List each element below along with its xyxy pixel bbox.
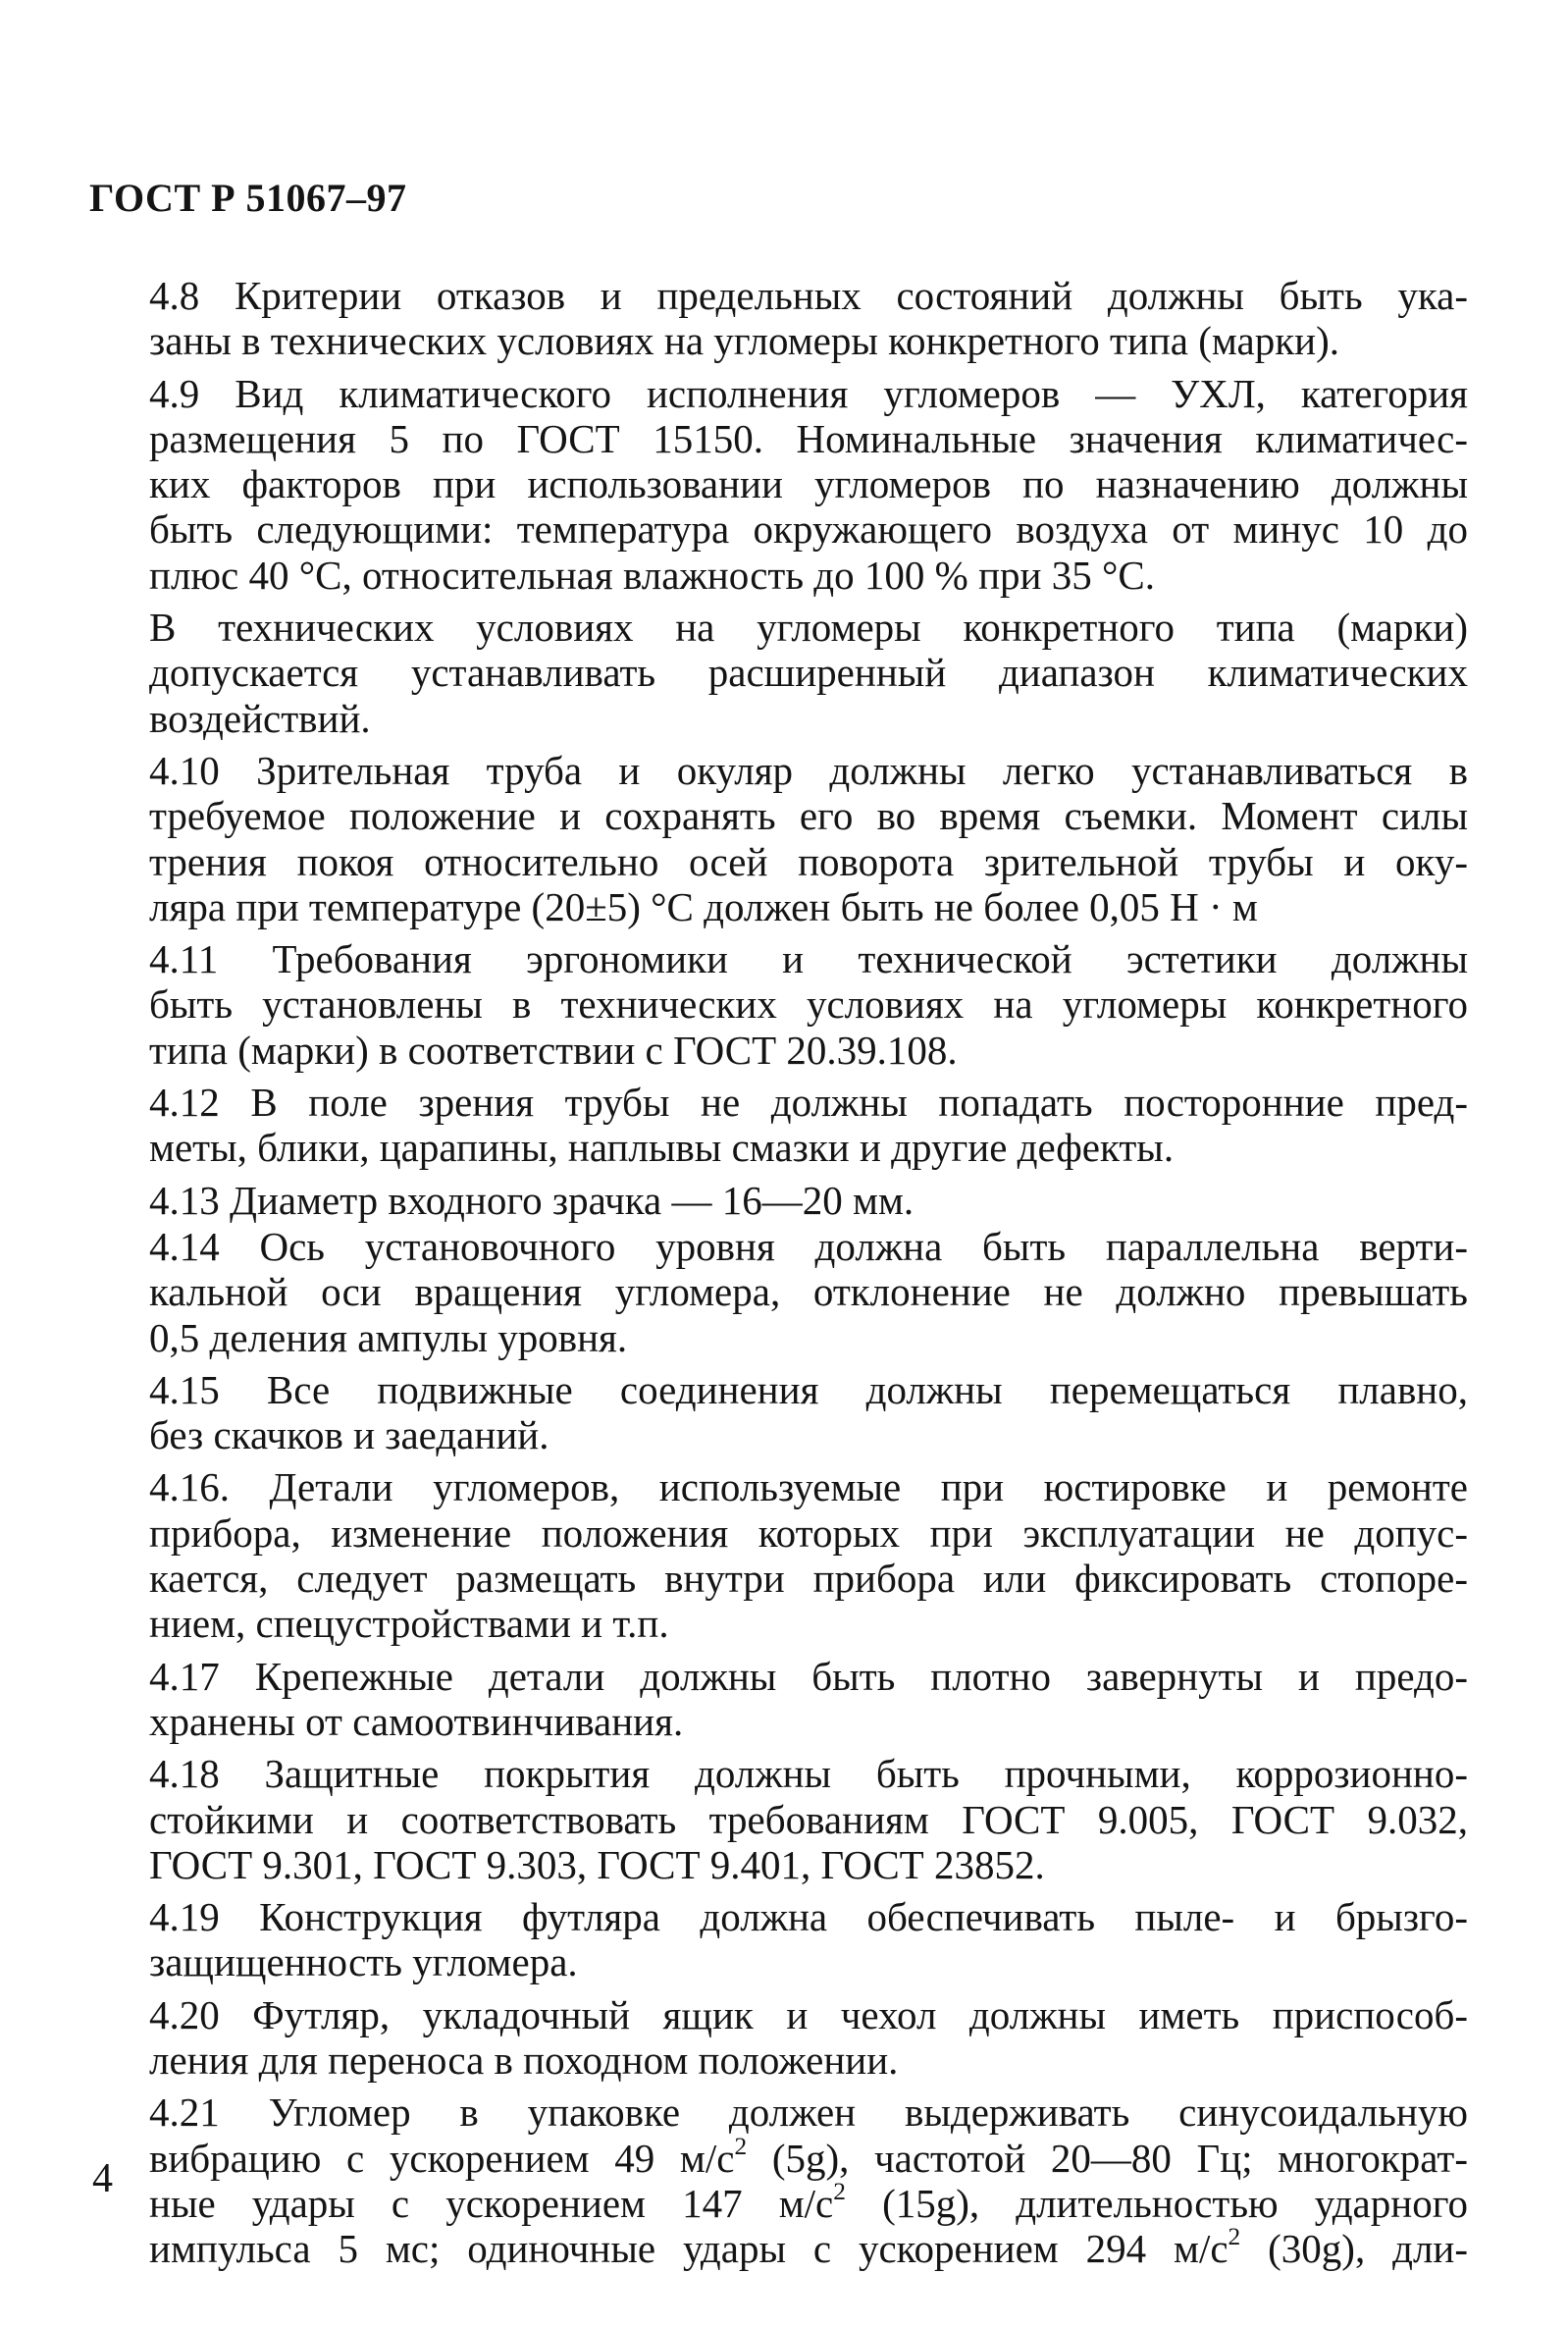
text-line	[89, 2223, 1468, 2272]
paragraph	[89, 273, 1468, 364]
text-line: трения покоя относительно осей поворота зрительной трубы и оку-	[149, 838, 1468, 884]
text-line: 4.21 Угломер в упаковке должен выдерживать синусоидальную	[149, 2089, 1468, 2136]
paragraph	[89, 1992, 1468, 2084]
superscript: 2	[833, 2178, 846, 2206]
text-line: типа (марки) в соответствии с ГОСТ 20.39.108.	[149, 1027, 958, 1073]
text-line: 4.9 Вид климатического исполнения угломеров — УХЛ, категория	[149, 370, 1468, 416]
text-line: ГОСТ 9.301, ГОСТ 9.303, ГОСТ 9.401, ГОСТ 23852.	[149, 1841, 1045, 1887]
text-line: прибора, изменение положения которых при эксплуатации не допус-	[149, 1509, 1468, 1556]
text-fragment: (5g), частотой 20—80 Гц; многократ-	[747, 2135, 1468, 2181]
paragraph	[89, 1224, 1468, 1360]
text-line: 4.18 Защитные покрытия должны быть прочными, коррозионно-	[149, 1751, 1468, 1797]
text-line: кается, следует размещать внутри прибора или фиксировать стопоре-	[149, 1556, 1468, 1602]
superscript: 2	[1228, 2223, 1241, 2251]
page-number: 4	[92, 2156, 113, 2201]
body-text	[89, 273, 1468, 2278]
text-line: 4.13 Диаметр входного зрачка — 16—20 мм.	[149, 1177, 915, 1223]
text-line: 4.19 Конструкция футляра должна обеспечивать пыле- и брызго-	[149, 1894, 1468, 1940]
text-line: быть установлены в технических условиях на угломеры конкретного	[149, 981, 1468, 1028]
text-line: ления для переноса в походном положении.	[149, 2036, 899, 2083]
paragraph	[89, 1894, 1468, 1985]
text-line: без скачков и заеданий.	[149, 1412, 549, 1458]
paragraph	[89, 748, 1468, 929]
text-line: хранены от самоотвинчивания.	[149, 1698, 684, 1744]
text-line: кальной оси вращения угломера, отклонение не должно превышать	[149, 1269, 1468, 1315]
text-line: 4.15 Все подвижные соединения должны перемещаться плавно,	[149, 1366, 1468, 1412]
paragraph	[89, 936, 1468, 1073]
text-line: 4.8 Критерии отказов и предельных состояний должны быть ука-	[149, 273, 1468, 318]
text-line: воздействий.	[149, 695, 371, 741]
text-line: требуемое положение и сохранять его во время съемки. Момент силы	[149, 793, 1468, 839]
paragraph	[89, 1654, 1468, 1745]
text-fragment: вибрацию с ускорением 49 м/с	[149, 2135, 735, 2181]
text-line: 4.20 Футляр, укладочный ящик и чехол должны иметь приспособ-	[149, 1991, 1468, 2037]
text-line: защищенность угломера.	[149, 1939, 578, 1985]
text-fragment: (30g), дли-	[1240, 2226, 1468, 2272]
text-fragment: ные удары с ускорением 147 м/с	[149, 2180, 834, 2226]
paragraph	[89, 1178, 1468, 1223]
text-line	[89, 2132, 1468, 2181]
text-line: 0,5 деления ампулы уровня.	[149, 1314, 628, 1360]
text-line: 4.12 В поле зрения трубы не должны попадать посторонние пред-	[149, 1080, 1468, 1126]
text-line: меты, блики, царапины, наплывы смазки и другие дефекты.	[149, 1125, 1175, 1171]
paragraph	[89, 1080, 1468, 1171]
paragraph	[89, 1464, 1468, 1646]
text-line: допускается устанавливать расширенный диапазон климатических	[149, 650, 1468, 696]
text-line: быть следующими: температура окружающего воздуха от минус 10 до	[149, 506, 1468, 553]
text-line: 4.10 Зрительная труба и окуляр должны легко устанавливаться в	[149, 747, 1468, 793]
text-line: В технических условиях на угломеры конкретного типа (марки)	[149, 605, 1468, 651]
text-line: размещения 5 по ГОСТ 15150. Номинальные значения климатичес-	[149, 415, 1468, 461]
paragraph	[89, 1751, 1468, 1887]
text-fragment: импульса 5 мс; одиночные удары с ускорением 294 м/с	[149, 2226, 1228, 2272]
text-line: 4.16. Детали угломеров, используемые при юстировке и ремонте	[149, 1464, 1468, 1510]
text-line: заны в технических условиях на угломеры конкретного типа (марки).	[149, 318, 1339, 364]
paragraph	[89, 605, 1468, 741]
paragraph	[89, 2089, 1468, 2271]
text-line: нием, спецустройствами и т.п.	[149, 1601, 669, 1647]
text-line	[89, 2178, 1468, 2226]
text-line: 4.11 Требования эргономики и технической эстетики должны	[149, 936, 1468, 982]
text-line: плюс 40 °С, относительная влажность до 100 % при 35 °С.	[149, 552, 1155, 598]
superscript: 2	[734, 2132, 748, 2160]
standard-header: ГОСТ Р 51067–97	[89, 176, 407, 220]
paragraph	[89, 1367, 1468, 1458]
text-line: ких факторов при использовании угломеров по назначению должны	[149, 461, 1468, 507]
text-line: стойкими и соответствовать требованиям ГОСТ 9.005, ГОСТ 9.032,	[149, 1796, 1468, 1842]
text-line: 4.14 Ось установочного уровня должна быть параллельна верти-	[149, 1223, 1468, 1269]
text-line: ляра при температуре (20±5) °С должен быть не более 0,05 Н · м	[149, 883, 1258, 929]
text-fragment: (15g), длительностью ударного	[845, 2180, 1468, 2226]
paragraph	[89, 371, 1468, 598]
text-line: 4.17 Крепежные детали должны быть плотно завернуты и предо-	[149, 1653, 1468, 1699]
